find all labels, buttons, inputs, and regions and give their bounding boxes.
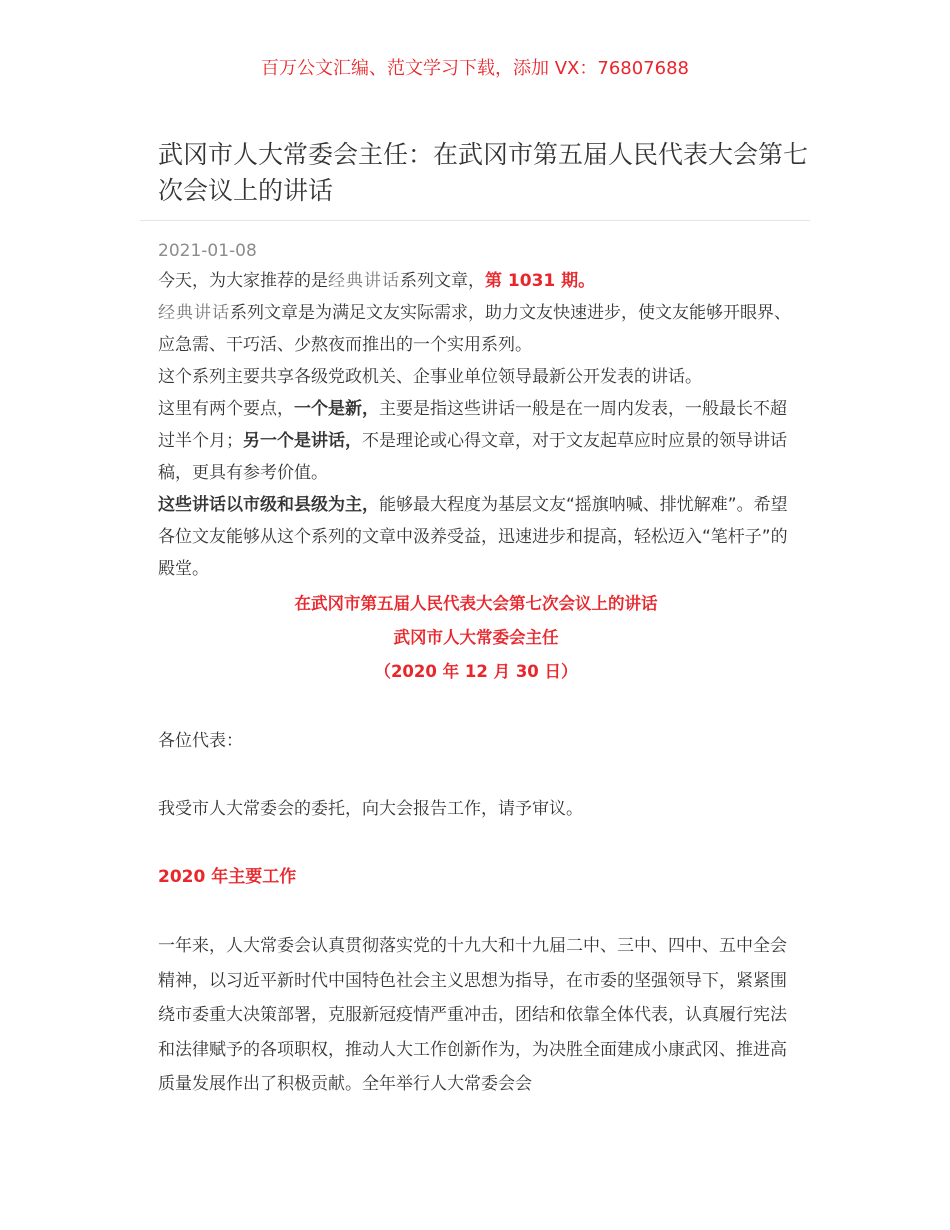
series-description-text: 系列文章是为满足文友实际需求，助力文友快速进步，使文友能够开眼界、应急需、干巧活、少熬夜而推出的一个实用系列。: [158, 303, 791, 355]
spacer: [158, 689, 794, 725]
speech-speaker: 武冈市人大常委会主任: [393, 628, 559, 647]
spacer: [158, 757, 794, 793]
key-point-new: 一个是新，: [294, 399, 379, 419]
intro-text: 今天，为大家推荐的是: [158, 271, 328, 291]
key-point-speech: 另一个是讲话，: [243, 431, 362, 451]
level-emphasis: 这些讲话以市级和县级为主，: [158, 495, 379, 515]
publish-date: 2021-01-08: [158, 241, 257, 261]
intro-text: 系列文章，: [400, 271, 485, 291]
level-text: 能够最大程度为基层文友“摇旗呐喊、排忧解难”。希望各位文友能够从这个系列的文章中汲养受益，迅速进步和提高，轻松迈入“笔杆子”的殿堂。: [158, 495, 788, 579]
issue-number: 第 1031 期。: [485, 271, 596, 291]
series-name: 经典讲话: [158, 303, 230, 323]
section-paragraph: 一年来，人大常委会认真贯彻落实党的十九大和十九届二中、三中、四中、五中全会精神，以习近平新时代中国特色社会主义思想为指导，在市委的坚强领导下，紧紧围绕市委重大决策部署，克服新冠疫情严重冲击，团结和依靠全体代表，认真履行宪法和法律赋予的各项职权，推动人大工作创新作为，为决胜全面建成小康武冈、推进高质量发展作出了积极贡献。全年举行人大常委会会: [158, 936, 787, 1094]
salutation: 各位代表：: [158, 731, 243, 751]
promo-banner: 百万公文汇编、范文学习下载，添加 VX：76807688: [261, 58, 689, 79]
key-points-paragraph: [158, 393, 794, 489]
speech-heading: 在武冈市第五届人民代表大会第七次会议上的讲话: [294, 594, 658, 613]
key-points-text: 主要是指这些讲话一般是在一周内发表，一般最长不超过半个月；: [158, 399, 787, 451]
title-divider: [140, 220, 810, 221]
speech-date: （2020 年 12 月 30 日）: [374, 662, 578, 681]
section-title: 2020 年主要工作: [158, 867, 297, 887]
series-scope: 这个系列主要共享各级党政机关、企事业单位领导最新公开发表的讲话。: [158, 367, 702, 387]
opening-line: 我受市人大常委会的委托，向大会报告工作，请予审议。: [158, 799, 583, 819]
key-points-text: 这里有两个要点，: [158, 399, 294, 419]
spacer: [158, 825, 794, 861]
series-name: 经典讲话: [328, 271, 400, 291]
article-title: 武冈市人大常委会主任：在武冈市第五届人民代表大会第七次会议上的讲话: [158, 140, 809, 205]
article-body: [158, 265, 794, 1102]
level-paragraph: [158, 489, 794, 585]
key-points-text: 不是理论或心得文章，对于文友起草应时应景的领导讲话稿，更具有参考价值。: [158, 431, 787, 483]
series-description: [158, 297, 794, 361]
spacer: [158, 893, 794, 929]
intro-paragraph: [158, 265, 794, 297]
